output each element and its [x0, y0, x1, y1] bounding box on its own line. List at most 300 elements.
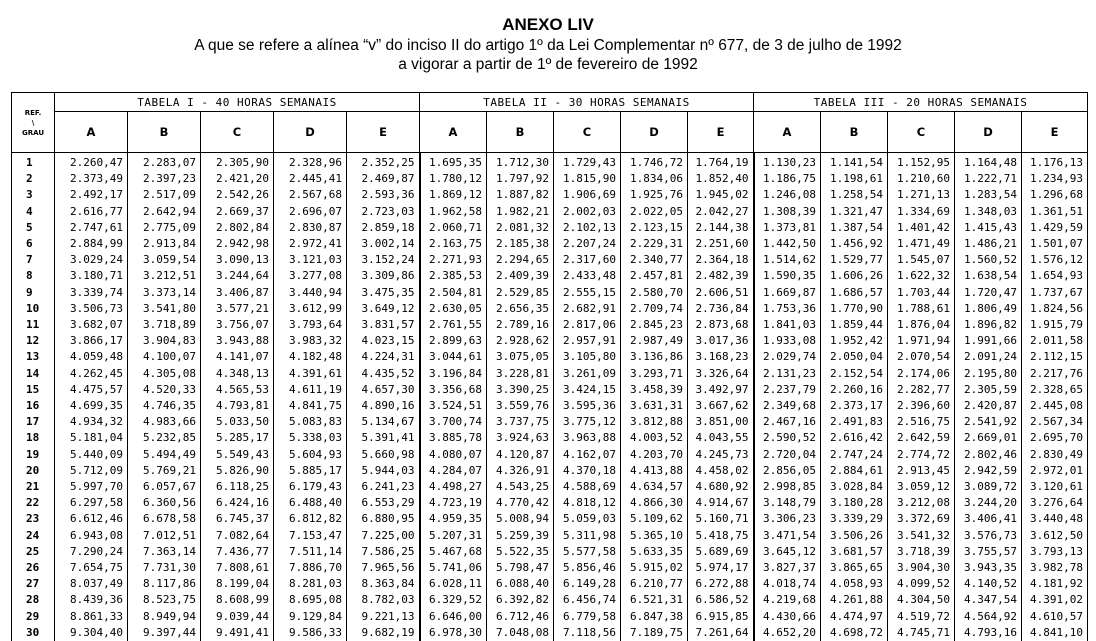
value-cell: 3.475,35	[347, 285, 420, 301]
value-cell: 2.420,87	[955, 398, 1022, 414]
col-header-b: B	[821, 112, 888, 153]
value-cell: 4.018,74	[754, 576, 821, 592]
value-cell: 6.978,30	[420, 625, 487, 641]
grade-ref-cell: 6	[12, 236, 55, 252]
value-cell: 2.433,48	[554, 268, 621, 284]
value-cell: 2.642,59	[888, 430, 955, 446]
value-cell: 1.415,43	[955, 220, 1022, 236]
grade-ref-cell: 20	[12, 463, 55, 479]
value-cell: 5.059,03	[554, 511, 621, 527]
value-cell: 1.869,12	[420, 187, 487, 203]
value-cell: 2.492,17	[55, 187, 128, 203]
value-cell: 9.221,13	[347, 609, 420, 625]
value-cell: 1.361,51	[1022, 204, 1088, 220]
col-header-b: B	[487, 112, 554, 153]
value-cell: 4.657,30	[347, 382, 420, 398]
value-cell: 5.769,21	[128, 463, 201, 479]
value-cell: 2.081,32	[487, 220, 554, 236]
table-row	[12, 511, 1088, 527]
col-header-d: D	[621, 112, 688, 153]
value-cell: 2.616,42	[821, 430, 888, 446]
value-cell: 2.720,04	[754, 447, 821, 463]
value-cell: 3.261,09	[554, 366, 621, 382]
value-cell: 4.543,25	[487, 479, 554, 495]
value-cell: 1.712,30	[487, 153, 554, 172]
value-cell: 1.945,02	[688, 187, 754, 203]
value-cell: 1.308,39	[754, 204, 821, 220]
table-row	[12, 479, 1088, 495]
value-cell: 3.326,64	[688, 366, 754, 382]
table-row	[12, 609, 1088, 625]
table-row	[12, 560, 1088, 576]
value-cell: 3.105,80	[554, 349, 621, 365]
value-cell: 5.633,35	[621, 544, 688, 560]
value-cell: 1.387,54	[821, 220, 888, 236]
value-cell: 2.022,05	[621, 204, 688, 220]
value-cell: 1.638,54	[955, 268, 1022, 284]
value-cell: 2.593,36	[347, 187, 420, 203]
value-cell: 1.788,61	[888, 301, 955, 317]
value-cell: 5.440,09	[55, 447, 128, 463]
value-cell: 3.982,78	[1022, 560, 1088, 576]
value-cell: 4.224,31	[347, 349, 420, 365]
value-cell: 4.698,72	[821, 625, 888, 641]
value-cell: 2.328,96	[274, 153, 347, 172]
value-cell: 1.471,49	[888, 236, 955, 252]
value-cell: 1.797,92	[487, 171, 554, 187]
grade-ref-cell: 9	[12, 285, 55, 301]
value-cell: 3.406,87	[201, 285, 274, 301]
value-cell: 6.179,43	[274, 479, 347, 495]
value-cell: 4.140,52	[955, 576, 1022, 592]
value-cell: 2.112,15	[1022, 349, 1088, 365]
value-cell: 6.360,56	[128, 495, 201, 511]
value-cell: 4.100,07	[128, 349, 201, 365]
value-cell: 3.885,78	[420, 430, 487, 446]
value-cell: 1.896,82	[955, 317, 1022, 333]
value-cell: 4.793,81	[201, 398, 274, 414]
value-cell: 2.445,41	[274, 171, 347, 187]
value-cell: 6.847,38	[621, 609, 688, 625]
value-cell: 3.541,80	[128, 301, 201, 317]
grade-ref-cell: 27	[12, 576, 55, 592]
value-cell: 2.070,54	[888, 349, 955, 365]
value-cell: 3.943,35	[955, 560, 1022, 576]
value-cell: 2.774,72	[888, 447, 955, 463]
value-cell: 4.245,73	[688, 447, 754, 463]
table-row	[12, 333, 1088, 349]
value-cell: 5.134,67	[347, 414, 420, 430]
value-cell: 2.567,68	[274, 187, 347, 203]
value-cell: 1.198,61	[821, 171, 888, 187]
value-cell: 1.686,57	[821, 285, 888, 301]
value-cell: 3.506,73	[55, 301, 128, 317]
value-cell: 4.080,07	[420, 447, 487, 463]
value-cell: 2.590,52	[754, 430, 821, 446]
value-cell: 4.498,27	[420, 479, 487, 495]
value-cell: 6.586,52	[688, 592, 754, 608]
table-row	[12, 171, 1088, 187]
table-row	[12, 430, 1088, 446]
value-cell: 1.669,87	[754, 285, 821, 301]
value-cell: 5.207,31	[420, 528, 487, 544]
value-cell: 3.983,32	[274, 333, 347, 349]
value-cell: 7.118,56	[554, 625, 621, 641]
value-cell: 2.029,74	[754, 349, 821, 365]
value-cell: 9.039,44	[201, 609, 274, 625]
ref-label: REF.	[24, 108, 42, 117]
value-cell: 3.812,88	[621, 414, 688, 430]
value-cell: 8.281,03	[274, 576, 347, 592]
value-cell: 2.928,62	[487, 333, 554, 349]
value-cell: 1.186,75	[754, 171, 821, 187]
value-cell: 6.329,52	[420, 592, 487, 608]
value-cell: 1.514,62	[754, 252, 821, 268]
value-cell: 1.622,32	[888, 268, 955, 284]
value-cell: 3.595,36	[554, 398, 621, 414]
value-cell: 2.845,23	[621, 317, 688, 333]
value-cell: 3.904,83	[128, 333, 201, 349]
group-header-tabela-iii: TABELA III - 20 HORAS SEMANAIS	[754, 93, 1088, 112]
value-cell: 3.667,62	[688, 398, 754, 414]
value-cell: 1.746,72	[621, 153, 688, 172]
value-cell: 4.023,15	[347, 333, 420, 349]
table-row	[12, 592, 1088, 608]
value-cell: 2.163,75	[420, 236, 487, 252]
value-cell: 1.982,21	[487, 204, 554, 220]
value-cell: 6.779,58	[554, 609, 621, 625]
value-cell: 2.723,03	[347, 204, 420, 220]
value-cell: 2.482,39	[688, 268, 754, 284]
value-cell: 5.391,41	[347, 430, 420, 446]
value-cell: 3.212,51	[128, 268, 201, 284]
value-cell: 3.645,12	[754, 544, 821, 560]
value-cell: 2.373,17	[821, 398, 888, 414]
value-cell: 1.429,59	[1022, 220, 1088, 236]
value-cell: 2.421,20	[201, 171, 274, 187]
value-cell: 3.440,94	[274, 285, 347, 301]
value-cell: 2.467,16	[754, 414, 821, 430]
value-cell: 2.580,70	[621, 285, 688, 301]
value-cell: 5.467,68	[420, 544, 487, 560]
value-cell: 6.712,46	[487, 609, 554, 625]
value-cell: 4.890,16	[347, 398, 420, 414]
value-cell: 7.808,61	[201, 560, 274, 576]
value-cell: 3.541,32	[888, 528, 955, 544]
value-cell: 2.207,24	[554, 236, 621, 252]
value-cell: 2.942,98	[201, 236, 274, 252]
value-cell: 8.439,36	[55, 592, 128, 608]
col-header-d: D	[274, 112, 347, 153]
value-cell: 2.761,55	[420, 317, 487, 333]
value-cell: 1.590,35	[754, 268, 821, 284]
value-cell: 4.141,07	[201, 349, 274, 365]
value-cell: 6.241,23	[347, 479, 420, 495]
table-row	[12, 349, 1088, 365]
value-cell: 2.884,99	[55, 236, 128, 252]
grade-ref-cell: 26	[12, 560, 55, 576]
value-cell: 2.271,93	[420, 252, 487, 268]
value-cell: 2.283,07	[128, 153, 201, 172]
value-cell: 1.780,12	[420, 171, 487, 187]
col-header-e: E	[688, 112, 754, 153]
value-cell: 3.963,88	[554, 430, 621, 446]
value-cell: 3.309,86	[347, 268, 420, 284]
value-cell: 4.347,54	[955, 592, 1022, 608]
value-cell: 1.283,54	[955, 187, 1022, 203]
value-cell: 3.718,39	[888, 544, 955, 560]
value-cell: 1.876,04	[888, 317, 955, 333]
value-cell: 3.090,13	[201, 252, 274, 268]
col-header-c: C	[554, 112, 621, 153]
value-cell: 6.880,95	[347, 511, 420, 527]
value-cell: 3.559,76	[487, 398, 554, 414]
value-cell: 2.669,01	[955, 430, 1022, 446]
value-cell: 3.059,12	[888, 479, 955, 495]
value-cell: 1.806,49	[955, 301, 1022, 317]
value-cell: 4.841,10	[1022, 625, 1088, 641]
value-cell: 7.048,08	[487, 625, 554, 641]
value-cell: 2.802,84	[201, 220, 274, 236]
value-cell: 1.529,77	[821, 252, 888, 268]
value-cell: 9.304,40	[55, 625, 128, 641]
value-cell: 4.120,87	[487, 447, 554, 463]
grade-ref-cell: 29	[12, 609, 55, 625]
value-cell: 4.348,13	[201, 366, 274, 382]
value-cell: 3.244,64	[201, 268, 274, 284]
table-row	[12, 414, 1088, 430]
value-cell: 4.818,12	[554, 495, 621, 511]
value-cell: 1.234,93	[1022, 171, 1088, 187]
value-cell: 2.606,51	[688, 285, 754, 301]
value-cell: 5.915,02	[621, 560, 688, 576]
value-cell: 3.306,23	[754, 511, 821, 527]
grade-ref-cell: 12	[12, 333, 55, 349]
value-cell: 2.217,76	[1022, 366, 1088, 382]
value-cell: 1.271,13	[888, 187, 955, 203]
value-cell: 2.469,87	[347, 171, 420, 187]
table-row	[12, 220, 1088, 236]
value-cell: 6.488,40	[274, 495, 347, 511]
value-cell: 3.524,51	[420, 398, 487, 414]
value-cell: 3.152,24	[347, 252, 420, 268]
value-cell: 6.210,77	[621, 576, 688, 592]
value-cell: 2.002,03	[554, 204, 621, 220]
value-cell: 4.182,48	[274, 349, 347, 365]
value-cell: 5.997,70	[55, 479, 128, 495]
value-cell: 4.391,61	[274, 366, 347, 382]
value-cell: 5.311,98	[554, 528, 621, 544]
value-cell: 4.520,33	[128, 382, 201, 398]
value-cell: 6.943,08	[55, 528, 128, 544]
value-cell: 3.424,15	[554, 382, 621, 398]
value-cell: 4.058,93	[821, 576, 888, 592]
value-cell: 3.682,07	[55, 317, 128, 333]
table-row	[12, 495, 1088, 511]
value-cell: 3.756,07	[201, 317, 274, 333]
value-cell: 3.649,12	[347, 301, 420, 317]
value-cell: 4.370,18	[554, 463, 621, 479]
value-cell: 6.149,28	[554, 576, 621, 592]
document-subtitle-line2: a vigorar a partir de 1º de fevereiro de 1992	[398, 56, 698, 73]
value-cell: 5.577,58	[554, 544, 621, 560]
salary-table	[11, 92, 1088, 641]
col-header-a: A	[754, 112, 821, 153]
value-cell: 2.642,94	[128, 204, 201, 220]
value-cell: 3.121,03	[274, 252, 347, 268]
value-cell: 2.317,60	[554, 252, 621, 268]
value-cell: 1.729,43	[554, 153, 621, 172]
value-cell: 2.042,27	[688, 204, 754, 220]
value-cell: 5.826,90	[201, 463, 274, 479]
value-cell: 8.949,94	[128, 609, 201, 625]
value-cell: 4.565,53	[201, 382, 274, 398]
value-cell: 4.391,02	[1022, 592, 1088, 608]
value-cell: 5.885,17	[274, 463, 347, 479]
value-cell: 3.373,14	[128, 285, 201, 301]
value-cell: 2.529,85	[487, 285, 554, 301]
value-cell: 2.185,38	[487, 236, 554, 252]
value-cell: 2.709,74	[621, 301, 688, 317]
value-cell: 7.511,14	[274, 544, 347, 560]
value-cell: 7.225,00	[347, 528, 420, 544]
value-cell: 5.232,85	[128, 430, 201, 446]
value-cell: 2.396,60	[888, 398, 955, 414]
value-cell: 5.604,93	[274, 447, 347, 463]
value-cell: 3.865,65	[821, 560, 888, 576]
value-cell: 4.914,67	[688, 495, 754, 511]
col-header-c: C	[201, 112, 274, 153]
grade-ref-cell: 15	[12, 382, 55, 398]
value-cell: 1.486,21	[955, 236, 1022, 252]
value-cell: 2.251,60	[688, 236, 754, 252]
value-cell: 3.904,30	[888, 560, 955, 576]
value-cell: 4.519,72	[888, 609, 955, 625]
value-cell: 4.841,75	[274, 398, 347, 414]
value-cell: 8.695,08	[274, 592, 347, 608]
value-cell: 3.168,23	[688, 349, 754, 365]
grade-ref-cell: 5	[12, 220, 55, 236]
value-cell: 4.003,52	[621, 430, 688, 446]
value-cell: 3.506,26	[821, 528, 888, 544]
value-cell: 2.305,59	[955, 382, 1022, 398]
value-cell: 7.886,70	[274, 560, 347, 576]
value-cell: 3.576,73	[955, 528, 1022, 544]
value-cell: 1.560,52	[955, 252, 1022, 268]
value-cell: 2.123,15	[621, 220, 688, 236]
value-cell: 3.277,08	[274, 268, 347, 284]
value-cell: 2.830,49	[1022, 447, 1088, 463]
value-cell: 5.033,50	[201, 414, 274, 430]
value-cell: 1.501,07	[1022, 236, 1088, 252]
value-cell: 1.176,13	[1022, 153, 1088, 172]
value-cell: 1.887,82	[487, 187, 554, 203]
value-cell: 2.695,70	[1022, 430, 1088, 446]
value-cell: 4.413,88	[621, 463, 688, 479]
value-cell: 4.284,07	[420, 463, 487, 479]
table-row	[12, 576, 1088, 592]
value-cell: 1.859,44	[821, 317, 888, 333]
value-cell: 2.340,77	[621, 252, 688, 268]
value-cell: 6.915,85	[688, 609, 754, 625]
value-cell: 1.348,03	[955, 204, 1022, 220]
value-cell: 2.747,61	[55, 220, 128, 236]
value-cell: 2.957,91	[554, 333, 621, 349]
value-cell: 6.456,74	[554, 592, 621, 608]
value-cell: 3.612,99	[274, 301, 347, 317]
value-cell: 2.195,80	[955, 366, 1022, 382]
value-cell: 1.925,76	[621, 187, 688, 203]
value-cell: 4.430,66	[754, 609, 821, 625]
value-cell: 2.328,65	[1022, 382, 1088, 398]
value-cell: 3.943,88	[201, 333, 274, 349]
value-cell: 6.553,29	[347, 495, 420, 511]
value-cell: 4.162,07	[554, 447, 621, 463]
value-cell: 1.764,19	[688, 153, 754, 172]
value-cell: 2.294,65	[487, 252, 554, 268]
value-cell: 3.120,61	[1022, 479, 1088, 495]
grade-ref-cell: 1	[12, 153, 55, 172]
value-cell: 4.866,30	[621, 495, 688, 511]
grade-ref-cell: 23	[12, 511, 55, 527]
value-cell: 3.793,64	[274, 317, 347, 333]
value-cell: 7.436,77	[201, 544, 274, 560]
value-cell: 1.246,08	[754, 187, 821, 203]
value-cell: 1.703,44	[888, 285, 955, 301]
value-cell: 4.745,71	[888, 625, 955, 641]
value-cell: 2.696,07	[274, 204, 347, 220]
col-header-b: B	[128, 112, 201, 153]
table-row	[12, 153, 1088, 172]
value-cell: 2.775,09	[128, 220, 201, 236]
value-cell: 2.282,77	[888, 382, 955, 398]
value-cell: 1.130,23	[754, 153, 821, 172]
value-cell: 5.856,46	[554, 560, 621, 576]
value-cell: 3.718,89	[128, 317, 201, 333]
value-cell: 1.824,56	[1022, 301, 1088, 317]
value-cell: 4.746,35	[128, 398, 201, 414]
value-cell: 2.873,68	[688, 317, 754, 333]
value-cell: 8.117,86	[128, 576, 201, 592]
value-cell: 3.372,69	[888, 511, 955, 527]
ref-grau-header	[12, 93, 55, 153]
value-cell: 5.494,49	[128, 447, 201, 463]
value-cell: 5.798,47	[487, 560, 554, 576]
value-cell: 2.174,06	[888, 366, 955, 382]
grade-ref-cell: 13	[12, 349, 55, 365]
value-cell: 1.401,42	[888, 220, 955, 236]
value-cell: 1.834,06	[621, 171, 688, 187]
value-cell: 3.471,54	[754, 528, 821, 544]
value-cell: 3.681,57	[821, 544, 888, 560]
value-cell: 5.259,39	[487, 528, 554, 544]
value-cell: 2.445,08	[1022, 398, 1088, 414]
table-row	[12, 463, 1088, 479]
value-cell: 2.305,90	[201, 153, 274, 172]
value-cell: 2.972,01	[1022, 463, 1088, 479]
value-cell: 2.516,75	[888, 414, 955, 430]
value-cell: 6.118,25	[201, 479, 274, 495]
document-title: ANEXO LIV	[502, 15, 594, 34]
grau-label: GRAU	[21, 128, 45, 137]
value-cell: 8.037,49	[55, 576, 128, 592]
grade-ref-cell: 4	[12, 204, 55, 220]
value-cell: 5.712,09	[55, 463, 128, 479]
table-row	[12, 301, 1088, 317]
value-cell: 1.841,03	[754, 317, 821, 333]
value-cell: 3.276,64	[1022, 495, 1088, 511]
value-cell: 5.741,06	[420, 560, 487, 576]
